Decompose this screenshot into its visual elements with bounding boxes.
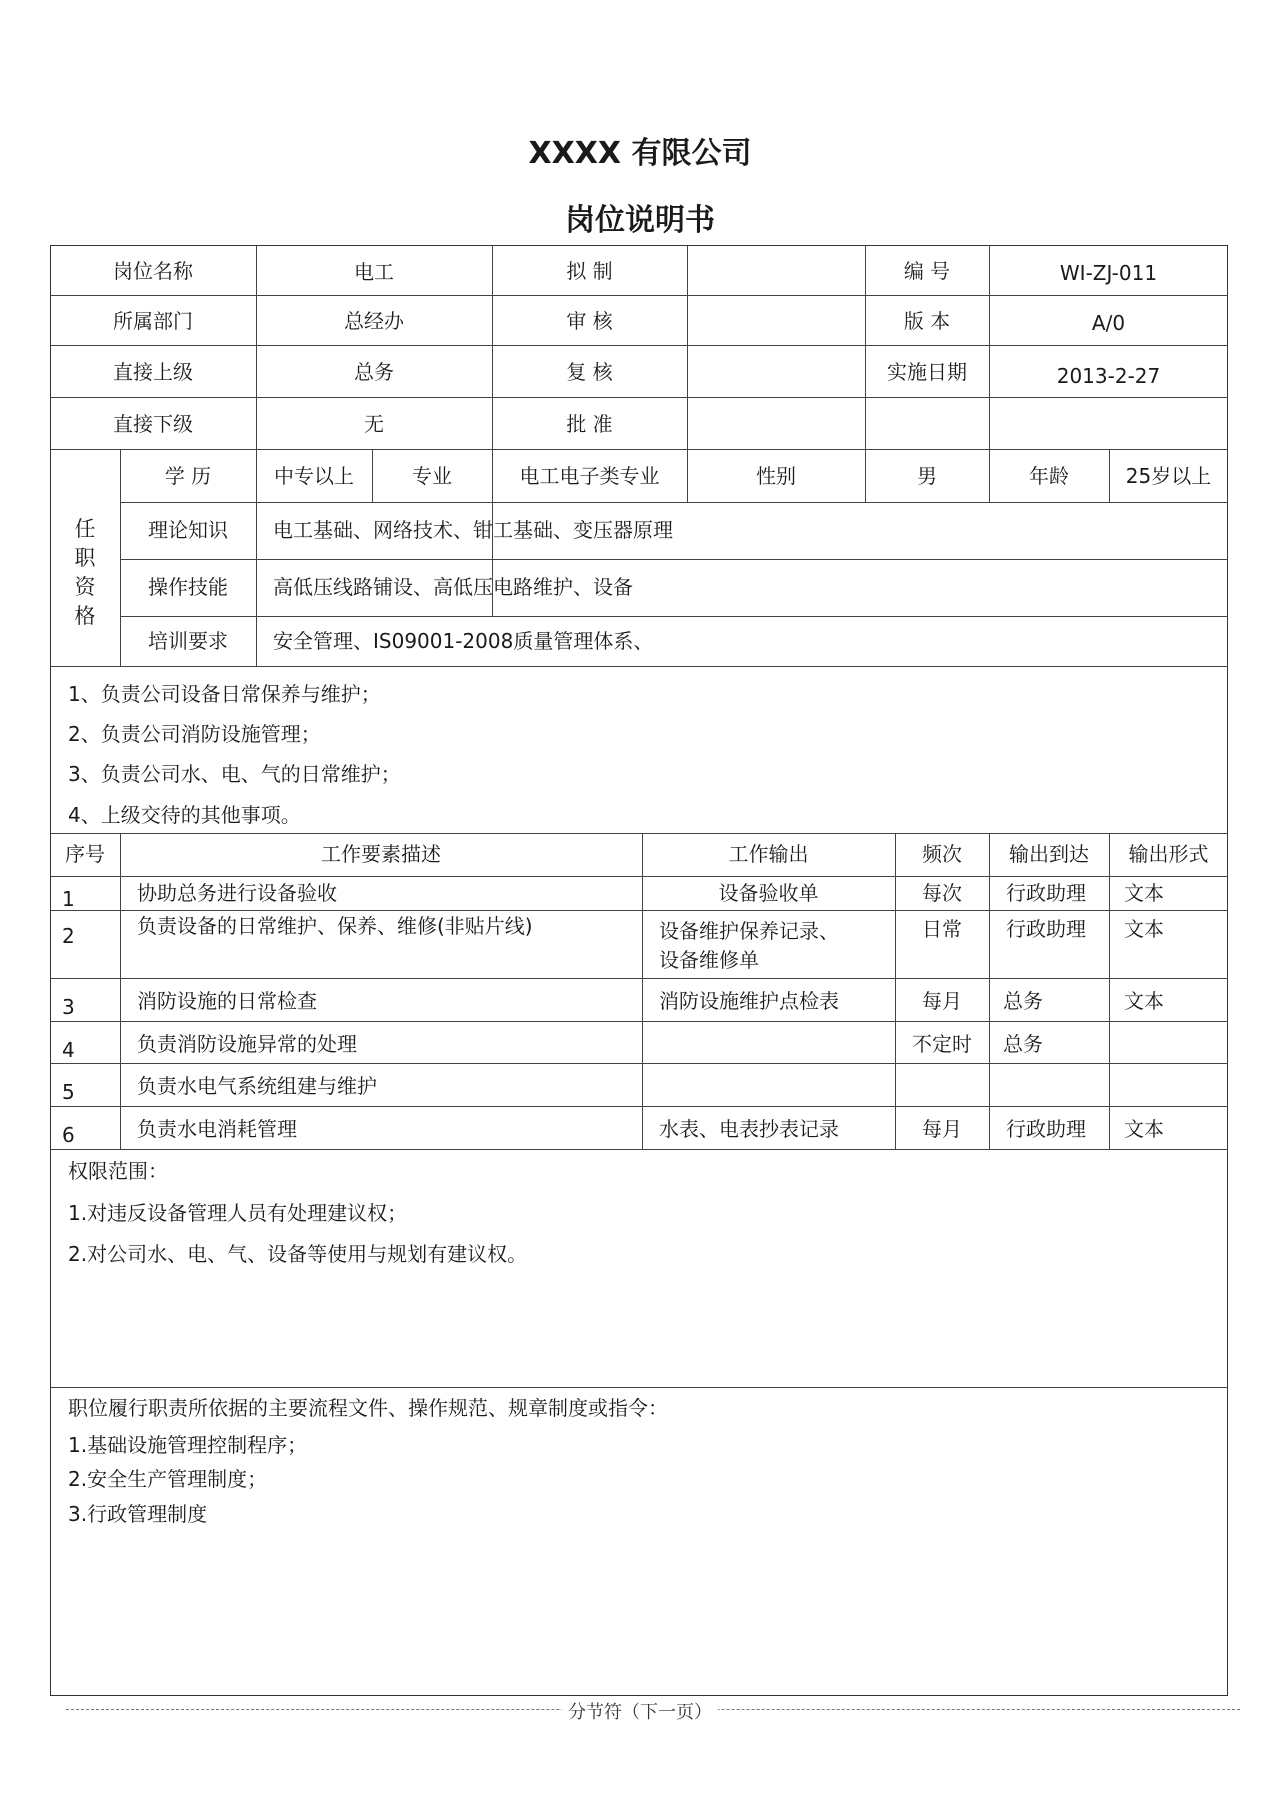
table-row-destination: 行政助理 <box>1006 917 1086 941</box>
label-direct-superior: 直接上级 <box>113 360 193 384</box>
value-gender: 男 <box>917 464 937 488</box>
table-row-desc: 协助总务进行设备验收 <box>137 881 337 905</box>
value-education: 中专以上 <box>274 464 354 488</box>
label-rechecked: 复 核 <box>566 360 613 384</box>
value-version: A/0 <box>1091 311 1126 335</box>
qualification-group-label: 任职资格 <box>74 517 96 628</box>
table-row-no: 2 <box>62 924 75 948</box>
h-line <box>50 345 1228 346</box>
label-major: 专业 <box>412 464 452 488</box>
duty-item: 2、负责公司消防设施管理； <box>68 722 321 746</box>
v-line <box>989 833 990 1149</box>
col-header-frequency: 频次 <box>922 842 962 866</box>
company-title: XXXX 有限公司 <box>528 136 752 171</box>
authority-title: 权限范围： <box>68 1159 168 1183</box>
h-line <box>50 876 1228 877</box>
basis-title: 职位履行职责所依据的主要流程文件、操作规范、规章制度或指令： <box>68 1396 668 1420</box>
h-line <box>50 1021 1228 1022</box>
label-skills: 操作技能 <box>148 575 228 599</box>
h-line <box>50 295 1228 296</box>
table-row-destination: 行政助理 <box>1006 881 1086 905</box>
label-drafted: 拟 制 <box>566 259 613 283</box>
value-doc-number: WI-ZJ-011 <box>1059 261 1158 285</box>
table-row-output: 水表、电表抄表记录 <box>659 1117 839 1141</box>
label-version: 版 本 <box>903 309 951 333</box>
v-line <box>687 245 688 449</box>
table-row-frequency: 日常 <box>922 917 962 941</box>
value-effective-date: 2013-2-27 <box>1056 364 1161 388</box>
table-row-frequency: 不定时 <box>912 1032 972 1056</box>
value-department: 总经办 <box>344 309 404 333</box>
h-line <box>50 1149 1228 1150</box>
table-row-desc: 负责设备的日常维护、保养、维修(非贴片线) <box>137 914 533 938</box>
label-doc-number: 编 号 <box>903 259 951 283</box>
table-row-output: 设备维护保养记录、 <box>659 919 839 943</box>
value-major: 电工电子类专业 <box>519 464 660 488</box>
basis-item: 1.基础设施管理控制程序； <box>68 1433 308 1457</box>
h-line <box>50 910 1228 911</box>
label-training: 培训要求 <box>148 629 228 653</box>
section-break-label: 分节符（下一页） <box>562 1702 718 1723</box>
authority-item: 2.对公司水、电、气、设备等使用与规划有建议权。 <box>68 1242 528 1266</box>
label-department: 所属部门 <box>113 309 193 333</box>
table-row-no: 5 <box>62 1080 75 1104</box>
table-row-form: 文本 <box>1124 917 1164 941</box>
label-approved: 批 准 <box>566 412 613 436</box>
value-position-name: 电工 <box>354 260 394 284</box>
h-line <box>50 833 1228 834</box>
authority-item: 1.对违反设备管理人员有处理建议权； <box>68 1201 408 1225</box>
table-row-output: 设备验收单 <box>718 881 819 905</box>
table-row-no: 4 <box>62 1038 75 1062</box>
table-row-no: 1 <box>62 887 75 911</box>
table-row-output-line2: 设备维修单 <box>659 948 759 972</box>
table-row-no: 3 <box>62 995 75 1019</box>
h-line <box>50 978 1228 979</box>
h-line <box>50 449 1228 450</box>
table-row-desc: 消防设施的日常检查 <box>137 989 317 1013</box>
table-row-desc: 负责消防设施异常的处理 <box>137 1032 357 1056</box>
duty-item: 4、上级交待的其他事项。 <box>68 803 301 827</box>
col-header-desc: 工作要素描述 <box>321 842 441 866</box>
value-age: 25岁以上 <box>1125 464 1212 488</box>
value-direct-subordinate: 无 <box>364 412 384 436</box>
table-row-form: 文本 <box>1124 881 1164 905</box>
col-header-destination: 输出到达 <box>1009 842 1089 866</box>
h-line <box>50 666 1228 667</box>
value-direct-superior: 总务 <box>354 360 394 384</box>
label-effective-date: 实施日期 <box>887 360 967 384</box>
basis-item: 3.行政管理制度 <box>68 1502 208 1526</box>
table-row-destination: 总务 <box>1003 989 1043 1013</box>
table-row-desc: 负责水电气系统组建与维护 <box>137 1074 377 1098</box>
value-theory: 电工基础、网络技术、钳工基础、变压器原理 <box>273 518 673 542</box>
document-title: 岗位说明书 <box>565 203 715 238</box>
h-line <box>120 616 1228 617</box>
table-row-destination: 总务 <box>1003 1032 1043 1056</box>
table-row-form: 文本 <box>1124 1117 1164 1141</box>
table-row-no: 6 <box>62 1123 75 1147</box>
h-line <box>120 559 1228 560</box>
label-gender: 性别 <box>756 464 796 488</box>
h-line <box>50 1387 1228 1388</box>
h-line <box>120 502 1228 503</box>
table-row-destination: 行政助理 <box>1006 1117 1086 1141</box>
col-header-form: 输出形式 <box>1128 842 1209 866</box>
h-line <box>50 397 1228 398</box>
col-header-no: 序号 <box>65 842 105 866</box>
label-direct-subordinate: 直接下级 <box>113 412 193 436</box>
v-line <box>1109 833 1110 1149</box>
table-row-frequency: 每次 <box>922 881 962 905</box>
value-skills: 高低压线路铺设、高低压电路维护、设备 <box>273 575 633 599</box>
basis-item: 2.安全生产管理制度； <box>68 1467 268 1491</box>
label-position-name: 岗位名称 <box>113 259 193 283</box>
duty-item: 1、负责公司设备日常保养与维护； <box>68 682 381 706</box>
table-row-output: 消防设施维护点检表 <box>659 989 839 1013</box>
label-education: 学 历 <box>164 464 212 488</box>
value-training: 安全管理、IS09001-2008质量管理体系、 <box>273 629 654 653</box>
label-reviewed: 审 核 <box>566 309 613 333</box>
h-line <box>50 1063 1228 1064</box>
label-theory: 理论知识 <box>148 518 228 542</box>
v-line <box>120 833 121 1149</box>
col-header-output: 工作输出 <box>728 842 809 866</box>
table-row-form: 文本 <box>1124 989 1164 1013</box>
label-age: 年龄 <box>1029 464 1069 488</box>
duty-item: 3、负责公司水、电、气的日常维护； <box>68 762 401 786</box>
table-row-frequency: 每月 <box>922 1117 962 1141</box>
h-line <box>50 1106 1228 1107</box>
table-row-frequency: 每月 <box>922 989 962 1013</box>
table-row-desc: 负责水电消耗管理 <box>137 1117 297 1141</box>
